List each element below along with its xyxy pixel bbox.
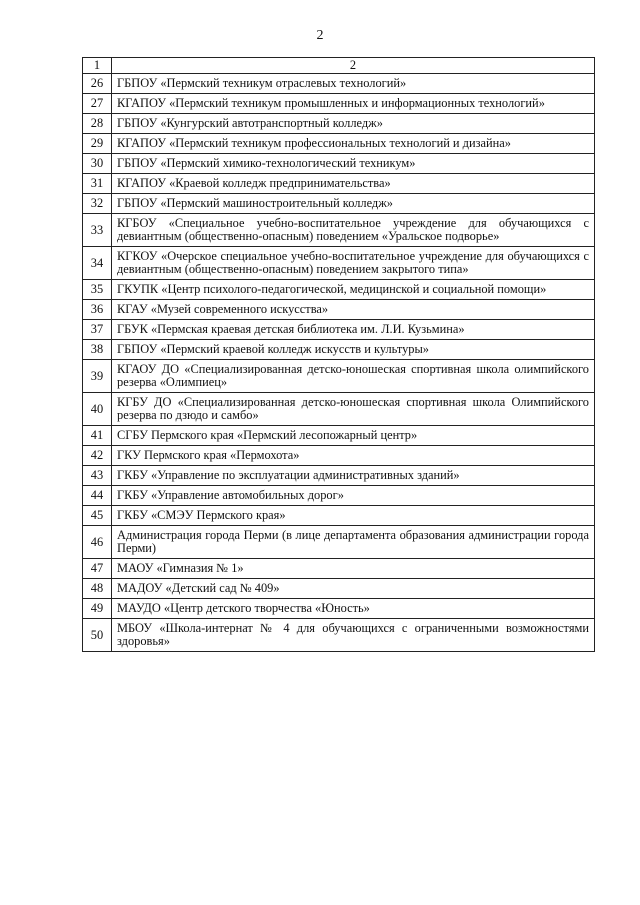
row-number: 35 xyxy=(83,280,112,300)
table-row xyxy=(83,214,595,247)
row-number: 36 xyxy=(83,300,112,320)
table-row xyxy=(83,74,595,94)
row-number: 37 xyxy=(83,320,112,340)
row-number: 44 xyxy=(83,486,112,506)
table-row xyxy=(83,320,595,340)
organization-name: ГБПОУ «Пермский техникум отраслевых технологий» xyxy=(112,74,595,94)
organization-name: ГБУК «Пермская краевая детская библиотека им. Л.И. Кузьмина» xyxy=(112,320,595,340)
table-row xyxy=(83,174,595,194)
table-row xyxy=(83,154,595,174)
organization-name: КГАПОУ «Пермский техникум профессиональных технологий и дизайна» xyxy=(112,134,595,154)
organization-name: МБОУ «Школа-интернат № 4 для обучающихся с ограниченными возможностями здоровья» xyxy=(112,619,595,652)
page-number: 2 xyxy=(316,28,324,43)
row-number: 41 xyxy=(83,426,112,446)
table-row xyxy=(83,247,595,280)
organization-name: КГАПОУ «Пермский техникум промышленных и информационных технологий» xyxy=(112,94,595,114)
organization-name: ГКБУ «Управление по эксплуатации административных зданий» xyxy=(112,466,595,486)
table-row xyxy=(83,134,595,154)
row-number: 48 xyxy=(83,579,112,599)
organization-name: ГКУ Пермского края «Пермохота» xyxy=(112,446,595,466)
table-row xyxy=(83,300,595,320)
table-row xyxy=(83,619,595,652)
organization-name: КГАПОУ «Краевой колледж предпринимательства» xyxy=(112,174,595,194)
row-number: 40 xyxy=(83,393,112,426)
row-number: 42 xyxy=(83,446,112,466)
table-row xyxy=(83,94,595,114)
table-row xyxy=(83,526,595,559)
row-number: 47 xyxy=(83,559,112,579)
table-header-row xyxy=(83,58,595,74)
organization-name: СГБУ Пермского края «Пермский лесопожарный центр» xyxy=(112,426,595,446)
organization-name: КГАОУ ДО «Специализированная детско-юношеская спортивная школа олимпийского резерва «Олимпиец» xyxy=(112,360,595,393)
organization-name: Администрация города Перми (в лице департамента образования администрации города Перми) xyxy=(112,526,595,559)
table-row xyxy=(83,280,595,300)
row-number: 29 xyxy=(83,134,112,154)
row-number: 32 xyxy=(83,194,112,214)
table-row xyxy=(83,114,595,134)
organization-name: ГБПОУ «Пермский краевой колледж искусств и культуры» xyxy=(112,340,595,360)
table-row xyxy=(83,466,595,486)
table-row xyxy=(83,446,595,466)
organization-name: ГКБУ «СМЭУ Пермского края» xyxy=(112,506,595,526)
table-row xyxy=(83,579,595,599)
row-number: 45 xyxy=(83,506,112,526)
table-row xyxy=(83,599,595,619)
table-row xyxy=(83,506,595,526)
row-number: 49 xyxy=(83,599,112,619)
table-row xyxy=(83,393,595,426)
organization-name: ГКУПК «Центр психолого-педагогической, медицинской и социальной помощи» xyxy=(112,280,595,300)
header-col-1: 1 xyxy=(83,58,112,74)
row-number: 34 xyxy=(83,247,112,280)
table-row xyxy=(83,486,595,506)
organization-name: МАОУ «Гимназия № 1» xyxy=(112,559,595,579)
organizations-table xyxy=(82,57,595,652)
row-number: 31 xyxy=(83,174,112,194)
organization-name: ГБПОУ «Пермский машиностроительный колледж» xyxy=(112,194,595,214)
table-row xyxy=(83,194,595,214)
organization-name: КГАУ «Музей современного искусства» xyxy=(112,300,595,320)
row-number: 46 xyxy=(83,526,112,559)
row-number: 30 xyxy=(83,154,112,174)
row-number: 39 xyxy=(83,360,112,393)
organization-name: КГБУ ДО «Специализированная детско-юношеская спортивная школа Олимпийского резерва по дзюдо и самбо» xyxy=(112,393,595,426)
row-number: 27 xyxy=(83,94,112,114)
row-number: 28 xyxy=(83,114,112,134)
table-row xyxy=(83,340,595,360)
organization-name: КГБОУ «Специальное учебно-воспитательное учреждение для обучающихся с девиантным (общественно-опасным) поведением «Уральское подворье» xyxy=(112,214,595,247)
organization-name: ГБПОУ «Пермский химико-технологический техникум» xyxy=(112,154,595,174)
row-number: 26 xyxy=(83,74,112,94)
table-row xyxy=(83,426,595,446)
organization-name: ГБПОУ «Кунгурский автотранспортный колледж» xyxy=(112,114,595,134)
header-col-2: 2 xyxy=(112,58,595,74)
organization-name: МАУДО «Центр детского творчества «Юность» xyxy=(112,599,595,619)
organization-name: МАДОУ «Детский сад № 409» xyxy=(112,579,595,599)
row-number: 38 xyxy=(83,340,112,360)
organization-name: КГКОУ «Очерское специальное учебно-воспитательное учреждение для обучающихся с девиантным (общественно-опасным) поведением закрытого типа» xyxy=(112,247,595,280)
row-number: 50 xyxy=(83,619,112,652)
table-row xyxy=(83,559,595,579)
row-number: 33 xyxy=(83,214,112,247)
row-number: 43 xyxy=(83,466,112,486)
table-row xyxy=(83,360,595,393)
organization-name: ГКБУ «Управление автомобильных дорог» xyxy=(112,486,595,506)
